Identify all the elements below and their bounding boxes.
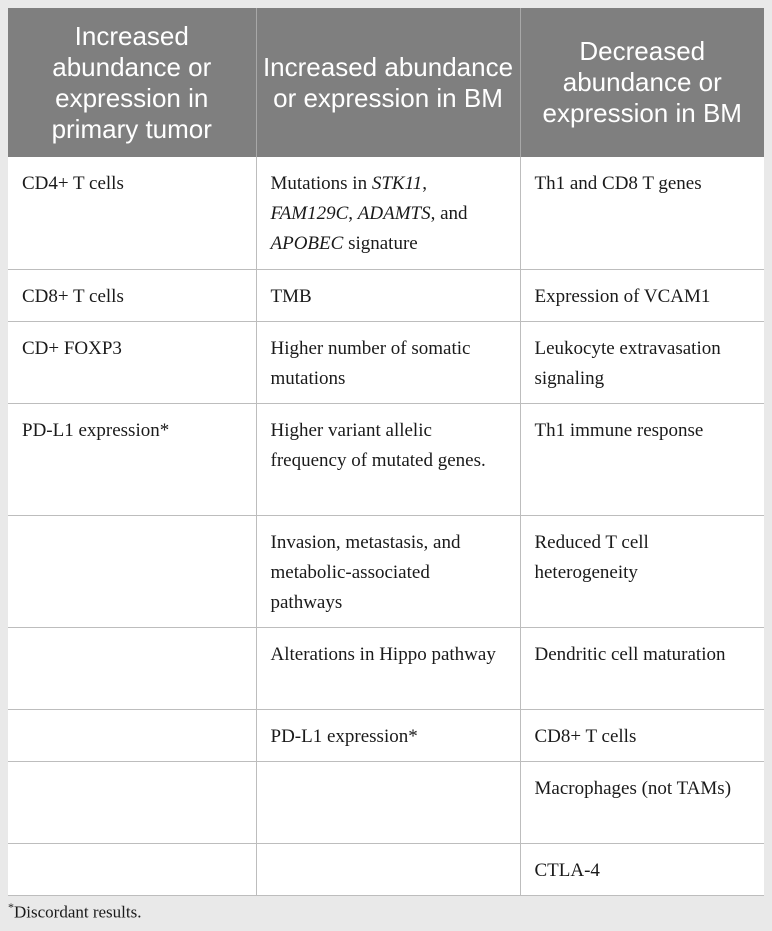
table-cell: CD8+ T cells: [8, 269, 256, 321]
table-cell: [256, 157, 520, 269]
table-body: [8, 157, 764, 895]
table-row: [8, 157, 764, 269]
cell-text: ,: [348, 203, 358, 224]
table-cell: Alterations in Hippo pathway: [256, 627, 520, 709]
table-row: [8, 761, 764, 843]
gene-name: STK11: [371, 173, 423, 194]
table-cell: Reduced T cell heterogeneity: [520, 515, 764, 627]
table-cell: [8, 709, 256, 761]
table-cell: PD-L1 expression*: [8, 403, 256, 515]
table-cell: [8, 761, 256, 843]
table-footnote: [8, 900, 141, 923]
table-cell: [256, 843, 520, 895]
cell-text: ,: [422, 173, 427, 194]
table-row: [8, 627, 764, 709]
table-header: [8, 8, 764, 157]
table-row: [8, 515, 764, 627]
table-cell: [256, 761, 520, 843]
table-row: [8, 403, 764, 515]
table-cell: [8, 627, 256, 709]
header-increased-bm: Increased abundance or expression in BM: [256, 8, 520, 157]
table-cell: Invasion, metastasis, and metabolic-associated pathways: [256, 515, 520, 627]
table-cell: Macrophages (not TAMs): [520, 761, 764, 843]
table-cell: Higher variant allelic frequency of mutated genes.: [256, 403, 520, 515]
table-cell: TMB: [256, 269, 520, 321]
header-row: [8, 8, 764, 157]
cell-text: , and: [430, 203, 468, 224]
data-table: [8, 8, 764, 896]
footnote-marker: *: [8, 900, 14, 914]
table-cell: Leukocyte extravasation signaling: [520, 321, 764, 403]
table-row: [8, 709, 764, 761]
table-row: [8, 321, 764, 403]
table-cell: [8, 515, 256, 627]
cell-text: Mutations in: [270, 173, 372, 194]
table-cell: Th1 immune response: [520, 403, 764, 515]
table-cell: CD4+ T cells: [8, 157, 256, 269]
header-decreased-bm: Decreased abundance or expression in BM: [520, 8, 764, 157]
table-cell: PD-L1 expression*: [256, 709, 520, 761]
gene-name: APOBEC: [270, 233, 344, 254]
header-primary-tumor: Increased abundance or expression in primary tumor: [8, 8, 256, 157]
table-row: [8, 269, 764, 321]
gene-name: FAM129C: [270, 203, 349, 224]
table-cell: Dendritic cell maturation: [520, 627, 764, 709]
table-cell: [8, 843, 256, 895]
table-cell: Higher number of somatic mutations: [256, 321, 520, 403]
table-cell: CD+ FOXP3: [8, 321, 256, 403]
footnote-text: Discordant results.: [14, 902, 142, 922]
table-cell: Th1 and CD8 T genes: [520, 157, 764, 269]
table-cell: Expression of VCAM1: [520, 269, 764, 321]
cell-text: signature: [343, 233, 418, 254]
table-row: [8, 843, 764, 895]
gene-name: ADAMTS: [357, 203, 431, 224]
table-cell: CD8+ T cells: [520, 709, 764, 761]
table-cell: CTLA-4: [520, 843, 764, 895]
